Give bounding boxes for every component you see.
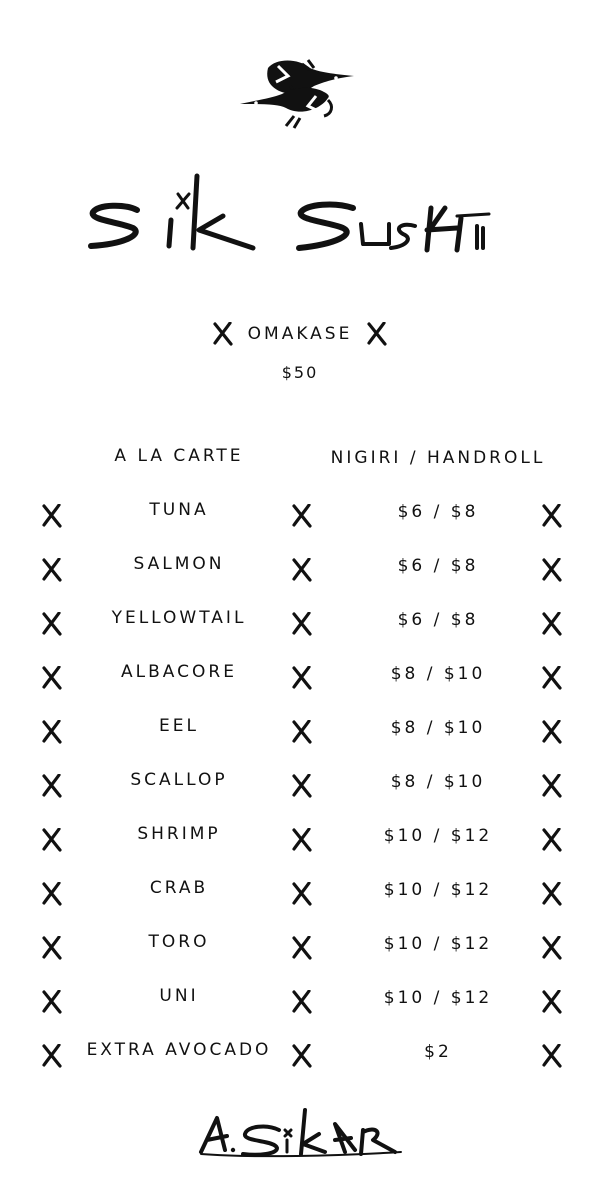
x-mark-icon [212, 322, 234, 346]
x-mark-icon [41, 828, 63, 852]
item-price: $10 / $12 [383, 880, 493, 900]
omakase-heading [0, 322, 600, 346]
menu-row-albacore [0, 652, 600, 706]
brand-wordmark [85, 168, 505, 268]
x-mark-icon [41, 1044, 63, 1068]
x-mark-icon [541, 882, 563, 906]
x-mark-icon [541, 774, 563, 798]
x-mark-icon [291, 504, 313, 528]
item-price: $10 / $12 [383, 934, 493, 954]
menu-row-tuna [0, 490, 600, 544]
x-mark-icon [41, 666, 63, 690]
x-mark-icon [291, 936, 313, 960]
omakase-label: OMAKASE [247, 324, 353, 344]
x-mark-icon [541, 936, 563, 960]
x-mark-icon [541, 1044, 563, 1068]
x-mark-icon [541, 666, 563, 690]
x-mark-icon [41, 990, 63, 1014]
x-mark-icon [366, 322, 388, 346]
item-name: TORO [148, 932, 210, 952]
x-mark-icon [541, 990, 563, 1014]
x-mark-icon [41, 774, 63, 798]
x-mark-icon [291, 612, 313, 636]
x-mark-icon [541, 828, 563, 852]
item-name: SHRIMP [137, 824, 221, 844]
x-mark-icon [41, 558, 63, 582]
x-mark-icon [291, 558, 313, 582]
item-name: ALBACORE [121, 662, 237, 682]
menu-row-eel [0, 706, 600, 760]
omakase-price: $50 [281, 363, 319, 382]
item-price: $6 / $8 [397, 610, 479, 630]
item-price: $2 [424, 1042, 452, 1062]
x-mark-icon [291, 1044, 313, 1068]
menu-row-yellowtail [0, 598, 600, 652]
x-mark-icon [541, 612, 563, 636]
signature [195, 1100, 405, 1160]
item-name: UNI [159, 986, 199, 1006]
x-mark-icon [41, 882, 63, 906]
x-mark-icon [291, 666, 313, 690]
x-mark-icon [291, 882, 313, 906]
twin-fish-logo-icon [238, 56, 358, 136]
item-price: $10 / $12 [383, 826, 493, 846]
menu-row-toro [0, 922, 600, 976]
menu-row-scallop [0, 760, 600, 814]
menu-row-uni [0, 976, 600, 1030]
x-mark-icon [291, 774, 313, 798]
item-price: $6 / $8 [397, 502, 479, 522]
menu-row-shrimp [0, 814, 600, 868]
item-name: TUNA [149, 500, 209, 520]
item-price: $10 / $12 [383, 988, 493, 1008]
item-name: SALMON [133, 554, 225, 574]
x-mark-icon [541, 504, 563, 528]
item-price: $8 / $10 [390, 772, 486, 792]
x-mark-icon [291, 990, 313, 1014]
menu-row-crab [0, 868, 600, 922]
x-mark-icon [41, 612, 63, 636]
item-name: CRAB [149, 878, 209, 898]
x-mark-icon [291, 828, 313, 852]
x-mark-icon [41, 936, 63, 960]
x-mark-icon [41, 504, 63, 528]
item-name: YELLOWTAIL [111, 608, 247, 628]
menu-list [0, 490, 600, 1084]
x-mark-icon [541, 558, 563, 582]
item-name: EEL [159, 716, 199, 736]
a-la-carte-header: A LA CARTE [114, 446, 244, 466]
item-name: SCALLOP [130, 770, 228, 790]
item-price: $6 / $8 [397, 556, 479, 576]
menu-row-extra-avocado [0, 1030, 600, 1084]
x-mark-icon [541, 720, 563, 744]
item-price: $8 / $10 [390, 664, 486, 684]
item-name: EXTRA AVOCADO [86, 1040, 272, 1060]
menu-row-salmon [0, 544, 600, 598]
item-price: $8 / $10 [390, 718, 486, 738]
nigiri-handroll-header: NIGIRI / HANDROLL [330, 448, 546, 468]
x-mark-icon [291, 720, 313, 744]
x-mark-icon [41, 720, 63, 744]
